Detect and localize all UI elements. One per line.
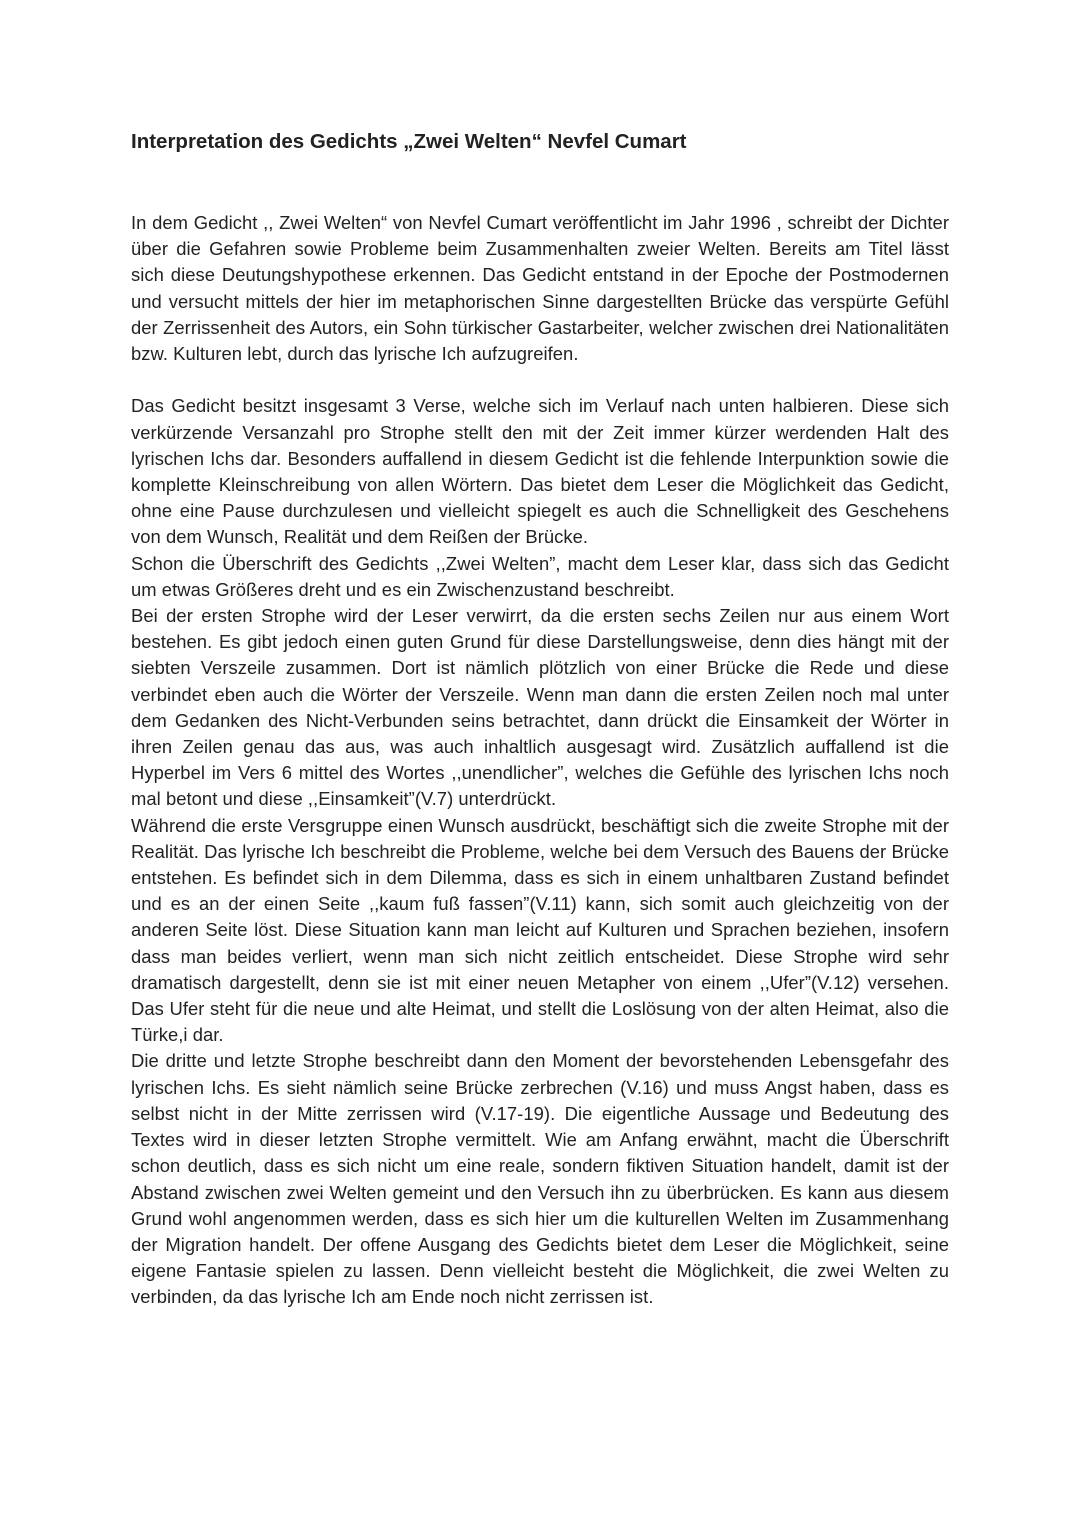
paragraph-third-stanza: Die dritte und letzte Strophe beschreibt dann den Moment der bevorstehenden Lebensgefahr des lyrischen Ichs. Es sieht nämlich seine Brücke zerbrechen (V.16) und muss Angst haben, dass es selbst nicht in der Mitte zerrissen wird (V.17-19). Die eigentliche Aussage und Bedeutung des Textes wird in dieser letzten Strophe vermittelt. Wie am Anfang erwähnt, macht die Überschrift schon deutlich, dass es sich nicht um eine reale, sondern fiktiven Situation handelt, damit ist der Abstand zwischen zwei Welten gemeint und den Versuch ihn zu überbrücken. Es kann aus diesem Grund wohl angenommen werden, dass es sich hier um die kulturellen Welten im Zusammenhang der Migration handelt. Der offene Ausgang des Gedichts bietet dem Leser die Möglichkeit, seine eigene Fantasie spielen zu lassen. Denn vielleicht besteht die Möglichkeit, die zwei Welten zu verbinden, da das lyrische Ich am Ende noch nicht zerrissen ist. xyxy=(131,1050,949,1308)
paragraph-introduction: In dem Gedicht ,, Zwei Welten“ von Nevfel Cumart veröffentlicht im Jahr 1996 , schreibt der Dichter über die Gefahren sowie Probleme beim Zusammenhalten zweier Welten. Bereits am Titel lässt sich diese Deutungshypothese erkennen. Das Gedicht entstand in der Epoche der Postmodernen und versucht mittels der hier im metaphorischen Sinne dargestellten Brücke das verspürte Gefühl der Zerrissenheit des Autors, ein Sohn türkischer Gastarbeiter, welcher zwischen drei Nationalitäten bzw. Kulturen lebt, durch das lyrische Ich aufzugreifen. xyxy=(131,212,949,365)
document-body xyxy=(131,210,949,1311)
paragraph-first-stanza: Bei der ersten Strophe wird der Leser verwirrt, da die ersten sechs Zeilen nur aus einem Wort bestehen. Es gibt jedoch einen guten Grund für diese Darstellungsweise, denn dies hängt mit der siebten Verszeile zusammen. Dort ist nämlich plötzlich von einer Brücke die Rede und diese verbindet eben auch die Wörter der Verszeile. Wenn man dann die ersten Zeilen noch mal unter dem Gedanken des Nicht-Verbunden seins betrachtet, dann drückt die Einsamkeit der Wörter in ihren Zeilen genau das aus, was auch inhaltlich ausgesagt wird. Zusätzlich auffallend ist die Hyperbel im Vers 6 mittel des Wortes ,,unendlicher”, welches die Gefühle des lyrischen Ichs noch mal betont und diese ,,Einsamkeit”(V.7) unterdrückt. xyxy=(131,605,949,810)
paragraph-form-analysis: Das Gedicht besitzt insgesamt 3 Verse, welche sich im Verlauf nach unten halbieren. Diese sich verkürzende Versanzahl pro Strophe stellt den mit der Zeit immer kürzer werdenden Halt des lyrischen Ichs dar. Besonders auffallend in diesem Gedicht ist die fehlende Interpunktion sowie die komplette Kleinschreibung von allen Wörtern. Das bietet dem Leser die Möglichkeit das Gedicht, ohne eine Pause durchzulesen und vielleicht spiegelt es auch die Schnelligkeit des Geschehens von dem Wunsch, Realität und dem Reißen der Brücke. xyxy=(131,395,949,548)
paragraph-second-stanza: Während die erste Versgruppe einen Wunsch ausdrückt, beschäftigt sich die zweite Strophe mit der Realität. Das lyrische Ich beschreibt die Probleme, welche bei dem Versuch des Bauens der Brücke entstehen. Es befindet sich in dem Dilemma, dass es sich in einem unhaltbaren Zustand befindet und es an der einen Seite ,,kaum fuß fassen”(V.11) kann, sich somit auch gleichzeitig von der anderen Seite löst. Diese Situation kann man leicht auf Kulturen und Sprachen beziehen, insofern dass man beides verliert, wenn man sich nicht zeitlich entscheidet. Diese Strophe wird sehr dramatisch dargestellt, denn sie ist mit einer neuen Metapher von einem ,,Ufer”(V.12) versehen. Das Ufer steht für die neue und alte Heimat, und stellt die Loslösung von der alten Heimat, also die Türke,i dar. xyxy=(131,814,949,1046)
document-title: Interpretation des Gedichts „Zwei Welten“ Nevfel Cumart xyxy=(131,130,687,153)
paragraph-title-analysis: Schon die Überschrift des Gedichts ,,Zwei Welten”, macht dem Leser klar, dass sich das Gedicht um etwas Größeres dreht und es ein Zwischenzustand beschreibt. xyxy=(131,552,949,600)
